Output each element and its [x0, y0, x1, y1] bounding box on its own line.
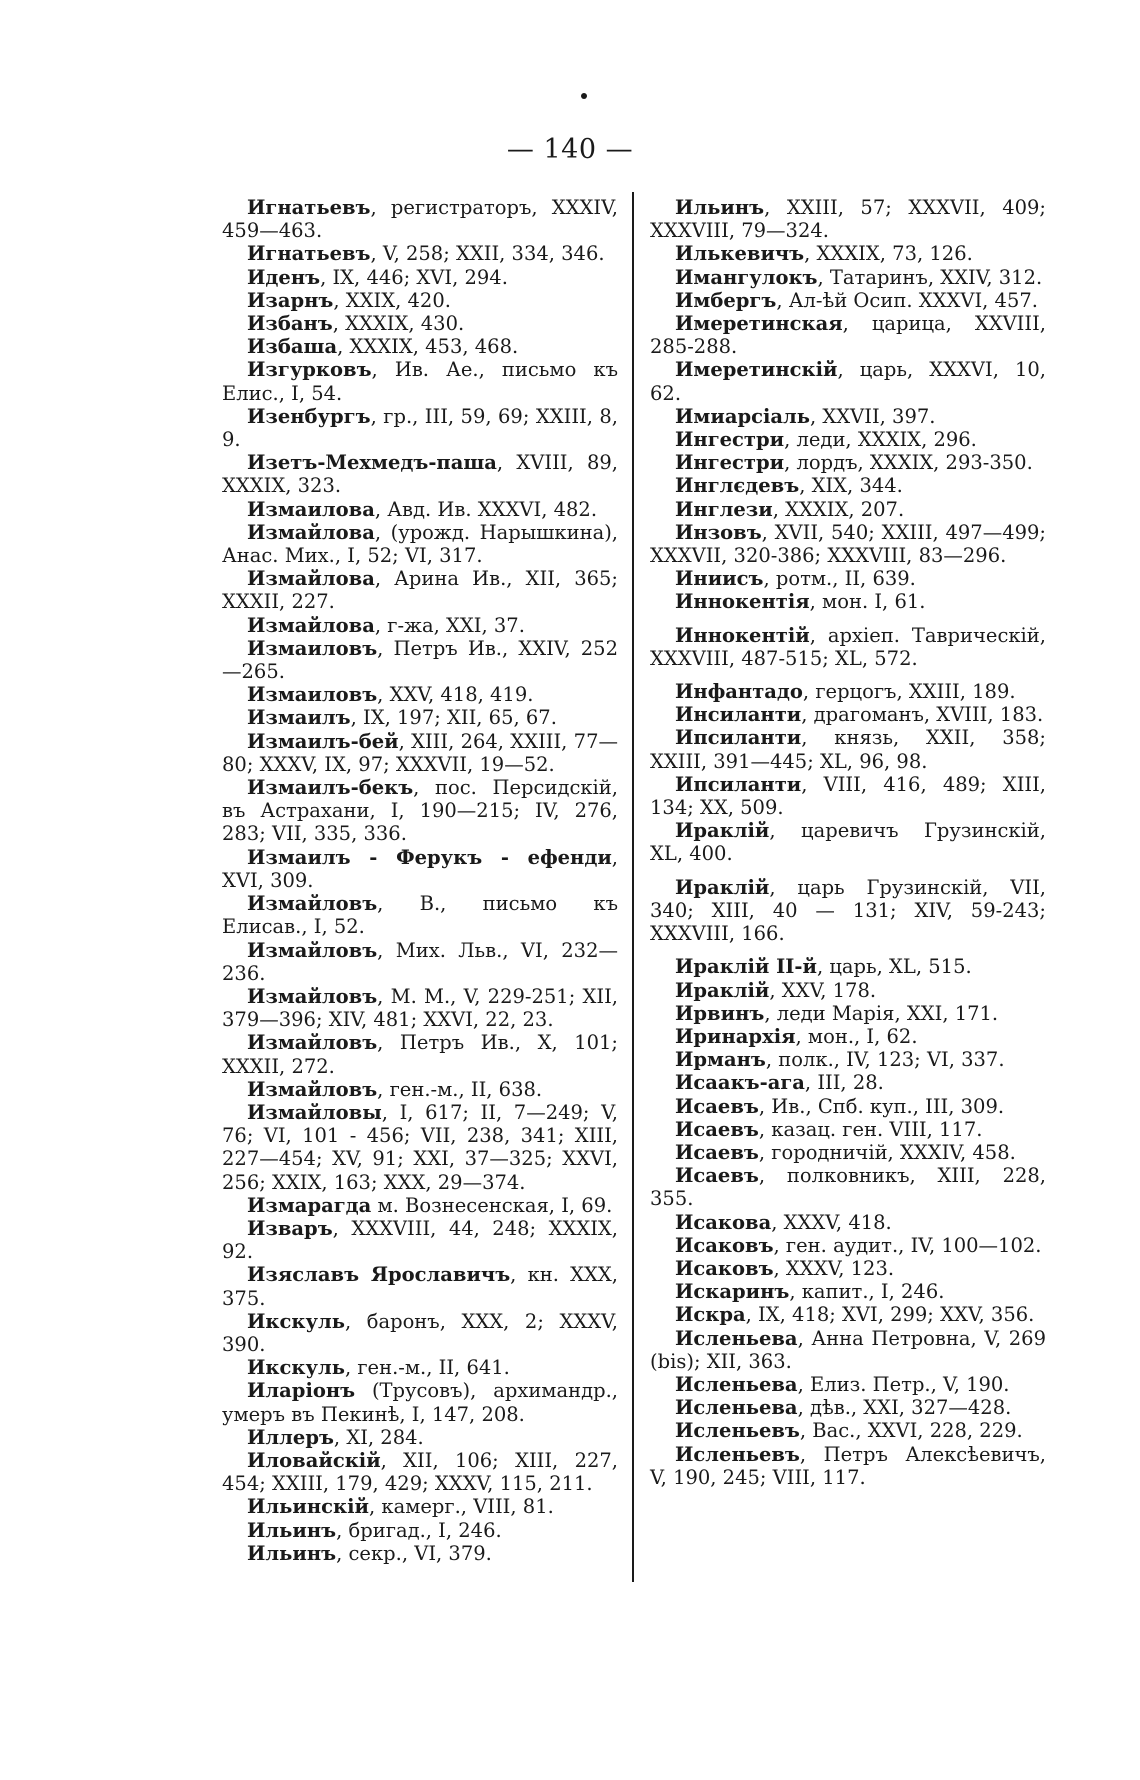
- entry-headword: Икскуль: [247, 1309, 345, 1333]
- index-entry: [222, 451, 618, 497]
- index-entry: [650, 680, 1046, 703]
- entry-references: , Вас., XXVI, 228, 229.: [799, 1419, 1023, 1443]
- entry-references: , драгоманъ, XVIII, 183.: [801, 703, 1044, 727]
- index-entry: [650, 1234, 1046, 1257]
- entry-references: , Татаринъ, XXIV, 312.: [817, 265, 1043, 289]
- entry-headword: Ильинскій: [247, 1495, 369, 1519]
- index-entry: [650, 1025, 1046, 1048]
- entry-headword: Искаринъ: [675, 1280, 790, 1304]
- entry-references: , XII, 106; XIII, 227, 454; XXIII, 179, 429; XXXV, 115, 211.: [222, 1448, 618, 1496]
- entry-references: , V, 258; XXII, 334, 346.: [370, 242, 605, 266]
- index-entry: [650, 955, 1046, 978]
- entry-headword: Измаилъ-бекъ: [247, 776, 414, 800]
- index-entry: [222, 637, 618, 683]
- index-entry: [222, 730, 618, 776]
- index-entry: [222, 1217, 618, 1263]
- index-entry: [650, 979, 1046, 1002]
- entry-references: , XXV, 418, 419.: [377, 683, 534, 707]
- entry-references: , г-жа, XXI, 37.: [374, 613, 525, 637]
- index-entry: [650, 590, 1046, 613]
- index-entry: [650, 451, 1046, 474]
- entry-references: , XXXIX, 207.: [772, 497, 905, 521]
- entry-references: , XVIII, 89, XXXIX, 323.: [222, 451, 618, 498]
- entry-headword: Изенбургъ: [247, 404, 371, 428]
- entry-headword: Измайлова: [247, 520, 375, 544]
- entry-references: , ген.-м., II, 641.: [344, 1356, 510, 1380]
- entry-references: (Трусовъ), архимандр., умеръ въ Пекинѣ, I, 147, 208.: [222, 1379, 618, 1426]
- index-entry: [222, 498, 618, 521]
- entry-references: , Ив. Ае., письмо къ Елис., I, 54.: [222, 358, 618, 405]
- index-entry: [650, 819, 1046, 865]
- entry-references: , XXXIX, 73, 126.: [804, 242, 973, 266]
- entry-references: , регистраторъ, XXXIV, 459—463.: [222, 196, 618, 243]
- entry-references: , лордъ, XXXIX, 293-350.: [784, 451, 1033, 475]
- entry-headword: Изваръ: [247, 1216, 333, 1240]
- index-entry: [650, 1443, 1046, 1489]
- index-entry: [222, 1449, 618, 1495]
- entry-headword: Икскуль: [247, 1356, 345, 1380]
- index-entry: [222, 1495, 618, 1518]
- index-column-left: [222, 196, 618, 1565]
- entry-headword: Исакова: [675, 1210, 772, 1234]
- index-entry: [650, 242, 1046, 265]
- entry-headword: Исаковъ: [675, 1256, 774, 1280]
- entry-references: , I, 617; II, 7—249; V, 76; VI, 101 - 456; VII, 238, 341; XIII, 227—454; XV, 91; XXI, 37—325; XXVI, 256; XXIX, 163; XXX, 29—374.: [222, 1100, 618, 1194]
- entry-headword: Измаилъ-бей: [247, 729, 399, 753]
- index-entry: [222, 242, 618, 265]
- index-entry: [650, 312, 1046, 358]
- entry-headword: Ингестри: [675, 428, 785, 452]
- entry-headword: Иларіонъ: [247, 1379, 356, 1403]
- entry-references: , кн. XXX, 375.: [222, 1263, 618, 1310]
- index-entry: [222, 1263, 618, 1309]
- entry-headword: Ипсиланти: [675, 726, 802, 750]
- entry-references: , VIII, 416, 489; XIII, 134; XX, 509.: [650, 772, 1046, 820]
- index-entry: [222, 1031, 618, 1077]
- entry-references: , (урожд. Нарышкина), Анас. Мих., I, 52; VI, 317.: [222, 520, 618, 568]
- index-entry: [222, 1519, 618, 1542]
- entry-references: , XVII, 540; XXIII, 497—499; XXXVII, 320-386; XXXVIII, 83—296.: [650, 520, 1046, 568]
- entry-references: , ген.-м., II, 638.: [377, 1077, 543, 1101]
- entry-headword: Иллеръ: [247, 1425, 334, 1449]
- entry-references: , пос. Персидскій, въ Астрахани, I, 190—215; IV, 276, 283; VII, 335, 336.: [222, 776, 618, 846]
- entry-references: , гр., III, 59, 69; XXIII, 8, 9.: [222, 404, 618, 452]
- index-entry: [650, 1257, 1046, 1280]
- entry-references: , XIX, 344.: [799, 474, 903, 498]
- entry-headword: Ильинъ: [247, 1518, 337, 1542]
- entry-headword: Ипсиланти: [675, 772, 802, 796]
- entry-references: , ротм., II, 639.: [763, 567, 916, 591]
- entry-headword: Ираклій: [675, 819, 770, 843]
- entry-headword: Иринархія: [675, 1024, 796, 1048]
- entry-headword: Иннокентія: [675, 590, 810, 614]
- entry-references: , XXIII, 57; XXXVII, 409; XXXVIII, 79—324.: [650, 196, 1046, 243]
- entry-references: , дѣв., XXI, 327—428.: [797, 1396, 1012, 1420]
- entry-references: , леди Марія, XXI, 171.: [764, 1001, 999, 1025]
- entry-references: , Арина Ив., XII, 365; XXXII, 227.: [222, 567, 618, 614]
- entry-headword: Измайловы: [247, 1100, 382, 1124]
- entry-headword: Измайловъ: [247, 938, 378, 962]
- entry-references: , казац. ген. VIII, 117.: [758, 1117, 983, 1141]
- entry-headword: Ирвинъ: [675, 1001, 765, 1025]
- entry-references: , леди, XXXIX, 296.: [784, 428, 977, 452]
- entry-references: , мон. I, 61.: [809, 590, 926, 614]
- entry-headword: Измарагда: [247, 1193, 372, 1217]
- entry-references: , полк., IV, 123; VI, 337.: [765, 1048, 1005, 1072]
- index-entry: [650, 1373, 1046, 1396]
- entry-references: , Петръ Ив., X, 101; XXXII, 272.: [222, 1031, 618, 1078]
- entry-headword: Исленьева: [675, 1396, 798, 1420]
- index-entry: [650, 358, 1046, 404]
- index-entry: [650, 1002, 1046, 1025]
- entry-references: , царевичъ Грузинскій, XL, 400.: [650, 819, 1046, 866]
- entry-references: , Мих. Льв., VI, 232—236.: [222, 938, 618, 985]
- index-entry: [650, 428, 1046, 451]
- entry-references: , царица, XXVIII, 285-288.: [650, 312, 1046, 359]
- index-entry: [650, 624, 1046, 670]
- entry-headword: Игнатьевъ: [247, 196, 371, 219]
- entry-headword: Ираклій II-й: [675, 955, 817, 979]
- entry-references: , царь Грузинскій, VII, 340; XIII, 40 — 131; XIV, 59-243; XXXVIII, 166.: [650, 875, 1046, 946]
- entry-references: , XXV, 178.: [769, 978, 877, 1002]
- entry-headword: Ильинъ: [675, 196, 765, 219]
- entry-headword: Измаилъ: [247, 706, 351, 730]
- entry-references: , III, 28.: [804, 1071, 884, 1095]
- entry-headword: Имиарсіаль: [675, 404, 810, 428]
- index-entry: [650, 1095, 1046, 1118]
- index-entry: [650, 196, 1046, 242]
- entry-headword: Измайлова: [247, 567, 375, 591]
- index-entry: [650, 703, 1046, 726]
- index-entry: [650, 567, 1046, 590]
- entry-references: , Петръ Алексѣевичъ, V, 190, 245; VIII, 117.: [650, 1442, 1046, 1489]
- entry-references: , Ив., Спб. куп., III, 309.: [758, 1094, 1005, 1118]
- index-entry: [222, 266, 618, 289]
- entry-headword: Имеретинскій: [675, 358, 838, 382]
- entry-references: , секр., VI, 379.: [336, 1541, 492, 1565]
- index-entry: [650, 726, 1046, 772]
- entry-references: , городничій, XXXIV, 458.: [758, 1140, 1016, 1164]
- entry-references: , Авд. Ив. XXXVI, 482.: [374, 497, 598, 521]
- index-entry: [222, 1194, 618, 1217]
- index-entry: [650, 498, 1046, 521]
- index-entry: [222, 521, 618, 567]
- entry-headword: Имангулокъ: [675, 265, 818, 289]
- entry-headword: Имбергъ: [675, 288, 777, 312]
- entry-headword: Измайловъ: [247, 1077, 378, 1101]
- entry-headword: Иловайскій: [247, 1448, 381, 1472]
- entry-references: м. Вознесенская, I, 69.: [371, 1193, 613, 1217]
- entry-references: , Ал-ѣй Осип. XXXVI, 457.: [776, 288, 1038, 312]
- entry-headword: Исленьевъ: [675, 1442, 800, 1466]
- index-entry: [650, 405, 1046, 428]
- entry-headword: Изетъ-Мехмедъ-паша: [247, 451, 497, 475]
- index-entry: [650, 474, 1046, 497]
- entry-headword: Искра: [675, 1303, 746, 1327]
- entry-headword: Изгурковъ: [247, 358, 372, 382]
- entry-references: , ген. аудит., IV, 100—102.: [773, 1233, 1042, 1257]
- index-entry: [650, 1419, 1046, 1442]
- index-entry: [222, 335, 618, 358]
- index-entry: [222, 567, 618, 613]
- entry-references: , IX, 197; XII, 65, 67.: [350, 706, 557, 730]
- entry-references: , Анна Петровна, V, 269 (bis); XII, 363.: [650, 1326, 1046, 1373]
- entry-headword: Исаакъ-ага: [675, 1071, 805, 1095]
- index-entry: [222, 1426, 618, 1449]
- index-entry: [222, 1356, 618, 1379]
- entry-headword: Инфантадо: [675, 680, 803, 704]
- index-entry: [222, 1542, 618, 1565]
- entry-headword: Измайловъ: [247, 892, 378, 916]
- entry-headword: Исленьевъ: [675, 1419, 800, 1443]
- entry-headword: Иннокентій: [675, 623, 810, 647]
- index-entry: [650, 1048, 1046, 1071]
- index-entry: [222, 706, 618, 729]
- entry-headword: Измайловъ: [247, 984, 378, 1008]
- index-entry: [650, 1118, 1046, 1141]
- entry-references: , XIII, 264, XXIII, 77—80; XXXV, IX, 97; XXXVII, 19—52.: [222, 729, 618, 776]
- index-entry: [650, 1327, 1046, 1373]
- entry-headword: Инглези: [675, 497, 773, 521]
- entry-headword: Исаевъ: [675, 1164, 759, 1188]
- entry-headword: Измаилъ - Ферукъ - ефенди: [247, 845, 612, 869]
- entry-references: , XXXIX, 453, 468.: [337, 335, 519, 359]
- entry-headword: Инглєдевъ: [675, 474, 800, 498]
- index-entry: [650, 876, 1046, 946]
- index-entry: [222, 846, 618, 892]
- entry-headword: Исаевъ: [675, 1117, 759, 1141]
- entry-headword: Измаиловъ: [247, 636, 378, 660]
- entry-references: , XXXVIII, 44, 248; XXXIX, 92.: [222, 1216, 618, 1264]
- page-number: — 140 —: [506, 134, 634, 165]
- index-entry: [222, 196, 618, 242]
- index-entry: [222, 405, 618, 451]
- entry-references: , XI, 284.: [333, 1425, 424, 1449]
- entry-headword: Ингестри: [675, 451, 785, 475]
- index-entry: [650, 289, 1046, 312]
- index-entry: [222, 1310, 618, 1356]
- entry-references: , герцогъ, XXIII, 189.: [802, 680, 1016, 704]
- entry-headword: Имеретинская: [675, 312, 843, 336]
- entry-references: , В., письмо къ Елисав., I, 52.: [222, 892, 618, 939]
- entry-references: , IX, 446; XVI, 294.: [320, 265, 508, 289]
- entry-references: , XXXIX, 430.: [332, 312, 465, 336]
- entry-references: , XXVII, 397.: [810, 404, 936, 428]
- entry-references: , князь, XXII, 358; XXIII, 391—445; XL, 96, 98.: [650, 726, 1046, 773]
- entry-headword: Игнатьевъ: [247, 242, 371, 266]
- index-entry: [650, 1396, 1046, 1419]
- entry-references: , царь, XXXVI, 10, 62.: [650, 358, 1046, 405]
- entry-headword: Исаевъ: [675, 1094, 759, 1118]
- index-entry: [222, 683, 618, 706]
- index-entry: [650, 1211, 1046, 1234]
- entry-references: , XXXV, 418.: [771, 1210, 892, 1234]
- entry-headword: Исаковъ: [675, 1233, 774, 1257]
- index-entry: [222, 776, 618, 846]
- entry-references: , бригад., I, 246.: [336, 1518, 502, 1542]
- column-divider: [632, 192, 634, 1582]
- index-entry: [222, 289, 618, 312]
- entry-references: , М. М., V, 229-251; XII, 379—396; XIV, 481; XXVI, 22, 23.: [222, 984, 618, 1032]
- entry-headword: Ираклій: [675, 978, 770, 1002]
- entry-references: , Елиз. Петр., V, 190.: [797, 1372, 1010, 1396]
- entry-headword: Инзовъ: [675, 520, 762, 544]
- entry-references: , архіеп. Таврическій, XXXVIII, 487-515; XL, 572.: [650, 623, 1046, 670]
- index-entry: [222, 1101, 618, 1194]
- entry-references: , Петръ Ив., XXIV, 252—265.: [222, 636, 618, 684]
- entry-headword: Иниисъ: [675, 567, 764, 591]
- index-entry: [650, 1141, 1046, 1164]
- printer-mark: [581, 93, 587, 99]
- entry-headword: Измаилова: [247, 497, 375, 521]
- index-entry: [222, 1379, 618, 1425]
- entry-headword: Ильинъ: [247, 1541, 337, 1565]
- entry-references: , XXIX, 420.: [333, 288, 451, 312]
- entry-headword: Избаша: [247, 335, 338, 359]
- entry-references: , XXXV, 123.: [773, 1256, 895, 1280]
- entry-headword: Исаевъ: [675, 1140, 759, 1164]
- index-entry: [650, 1164, 1046, 1210]
- index-entry: [650, 1303, 1046, 1326]
- entry-headword: Измаиловъ: [247, 683, 378, 707]
- entry-references: , XVI, 309.: [222, 845, 618, 892]
- index-entry: [650, 1280, 1046, 1303]
- entry-references: , баронъ, XXX, 2; XXXV, 390.: [222, 1309, 618, 1356]
- index-entry: [222, 614, 618, 637]
- index-entry: [650, 521, 1046, 567]
- entry-references: , мон., I, 62.: [795, 1024, 918, 1048]
- index-entry: [222, 939, 618, 985]
- index-column-right: [650, 196, 1046, 1489]
- index-entry: [222, 985, 618, 1031]
- entry-headword: Исленьева: [675, 1372, 798, 1396]
- entry-headword: Измайлова: [247, 613, 375, 637]
- entry-headword: Изяславъ Ярославичъ: [247, 1263, 511, 1287]
- index-entry: [222, 312, 618, 335]
- entry-references: , капит., I, 246.: [789, 1280, 945, 1304]
- entry-headword: Исленьева: [675, 1326, 798, 1350]
- index-entry: [222, 358, 618, 404]
- index-entry: [650, 1071, 1046, 1094]
- entry-references: , царь, XL, 515.: [816, 955, 972, 979]
- index-entry: [222, 1078, 618, 1101]
- entry-headword: Илькевичъ: [675, 242, 805, 266]
- entry-headword: Инсиланти: [675, 703, 802, 727]
- entry-headword: Иденъ: [247, 265, 321, 289]
- index-entry: [650, 266, 1046, 289]
- entry-headword: Избанъ: [247, 312, 333, 336]
- entry-headword: Измайловъ: [247, 1031, 378, 1055]
- entry-references: , камерг., VIII, 81.: [368, 1495, 554, 1519]
- entry-references: , IX, 418; XVI, 299; XXV, 356.: [745, 1303, 1035, 1327]
- index-entry: [650, 773, 1046, 819]
- entry-references: , полковникъ, XIII, 228, 355.: [650, 1164, 1046, 1211]
- entry-headword: Изарнъ: [247, 288, 334, 312]
- index-entry: [222, 892, 618, 938]
- entry-headword: Ирманъ: [675, 1048, 766, 1072]
- entry-headword: Ираклій: [675, 875, 770, 899]
